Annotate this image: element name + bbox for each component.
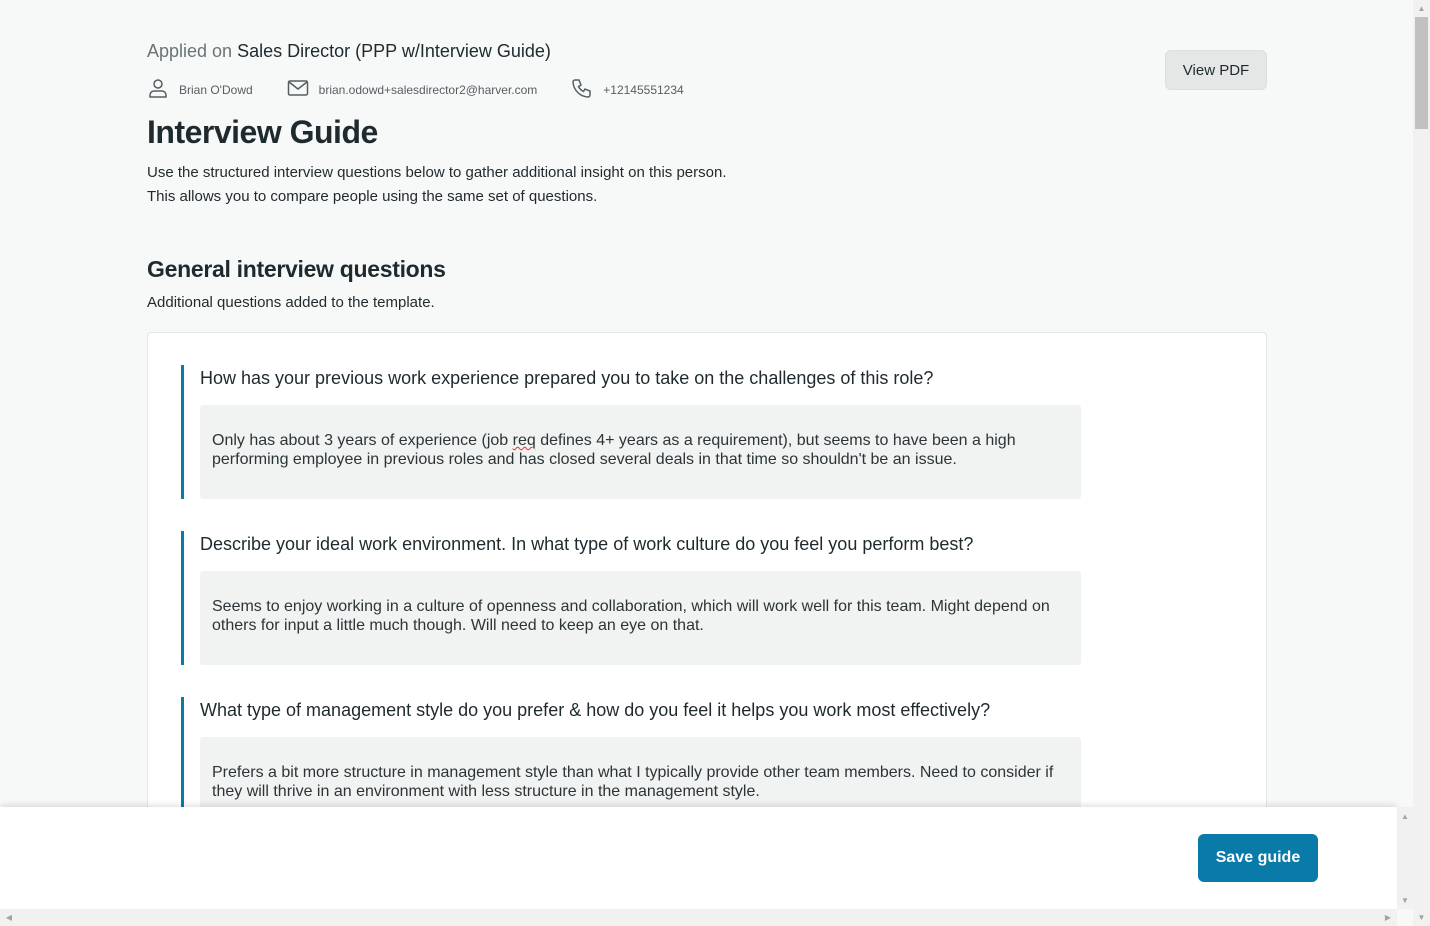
question-text: How has your previous work experience prepared you to take on the challenges of this role?	[200, 368, 934, 388]
answer-field[interactable]: Seems to enjoy working in a culture of openness and collaboration, which will work well for this team. Might depend on others for input a little much though. Will need to keep an eye on that.	[200, 571, 1081, 665]
horizontal-scrollbar[interactable]	[0, 909, 1397, 926]
scroll-left-arrow-icon[interactable]: ◀	[5, 913, 13, 922]
page-title: Interview Guide	[147, 114, 378, 150]
section-description: Additional questions added to the template.	[147, 294, 435, 311]
scroll-up-arrow-icon[interactable]: ▲	[1417, 4, 1426, 13]
candidate-phone-item	[571, 78, 683, 101]
view-pdf-button[interactable]: View PDF	[1165, 50, 1267, 90]
question-text: What type of management style do you prefer & how do you feel it helps you work most effectively?	[200, 700, 991, 720]
answer-field[interactable]	[200, 405, 1081, 499]
candidate-contact-row	[147, 78, 718, 101]
job-title: Sales Director (PPP w/Interview Guide)	[237, 41, 551, 61]
mail-icon	[287, 79, 319, 100]
question-block	[181, 531, 1081, 665]
guide-intro	[147, 161, 727, 209]
candidate-email-item	[287, 79, 538, 100]
scroll-down-arrow-icon[interactable]: ▼	[1417, 913, 1426, 922]
applied-on-heading	[147, 41, 551, 62]
candidate-name-item	[147, 78, 253, 101]
section-title: General interview questions	[147, 256, 446, 282]
scroll-down-arrow-icon[interactable]: ▼	[1401, 895, 1409, 905]
candidate-phone[interactable]: +12145551234	[603, 82, 684, 97]
scroll-up-arrow-icon[interactable]: ▲	[1401, 811, 1409, 821]
scroll-right-arrow-icon[interactable]: ▶	[1384, 913, 1392, 922]
answer-text-part: Only has about 3 years of experience (job	[212, 432, 513, 449]
intro-line-2: This allows you to compare people using the same set of questions.	[147, 188, 598, 205]
misspelled-word: req	[512, 432, 536, 449]
question-text: Describe your ideal work environment. In what type of work culture do you feel you perform best?	[200, 534, 974, 554]
person-icon	[147, 78, 179, 101]
candidate-name: Brian O'Dowd	[179, 82, 253, 97]
answer-text-part: defines 4+ years as a requirement), but seems to have been a high performing employee in previous roles and has closed several deals in that time so shouldn't be an issue.	[212, 432, 1016, 468]
phone-icon	[571, 78, 603, 101]
candidate-email[interactable]: brian.odowd+salesdirector2@harver.com	[318, 82, 538, 97]
scrollbar-thumb[interactable]	[1415, 17, 1428, 129]
intro-line-1: Use the structured interview questions below to gather additional insight on this person.	[147, 164, 727, 181]
applied-prefix: Applied on	[147, 41, 233, 61]
question-block	[181, 365, 1081, 499]
answer-field[interactable]: Prefers a bit more structure in management style than what I typically provide other team members. Need to consider if they will thrive in an environment with less structure in the management style.	[200, 737, 1081, 831]
page-vertical-scrollbar[interactable]	[1413, 0, 1430, 926]
bottom-action-bar	[0, 807, 1397, 909]
inner-vertical-scrollbar[interactable]	[1397, 807, 1413, 909]
save-guide-button[interactable]: Save guide	[1198, 834, 1318, 882]
